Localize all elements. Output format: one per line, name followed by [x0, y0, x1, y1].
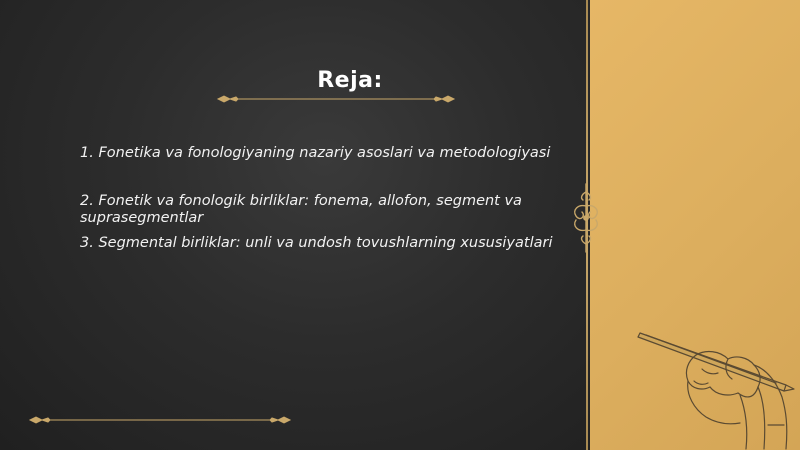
agenda-list — [80, 145, 570, 252]
bottom-ornamental-rule — [28, 414, 292, 426]
filigree-scroll-icon — [566, 182, 606, 254]
title-ornamental-rule — [216, 93, 456, 105]
agenda-item-2: 2. Fonetik va fonologik birliklar: fonema, allofon, segment va suprasegmentlar — [80, 193, 522, 226]
agenda-item-3: 3. Segmental birliklar: unli va undosh tovushlarning xususiyatlari — [80, 235, 553, 251]
agenda-item-1: 1. Fonetika va fonologiyaning nazariy asoslari va metodologiyasi — [80, 145, 551, 161]
slide-title: Reja: — [317, 68, 383, 93]
hand-writing-with-pen-icon — [636, 325, 796, 450]
